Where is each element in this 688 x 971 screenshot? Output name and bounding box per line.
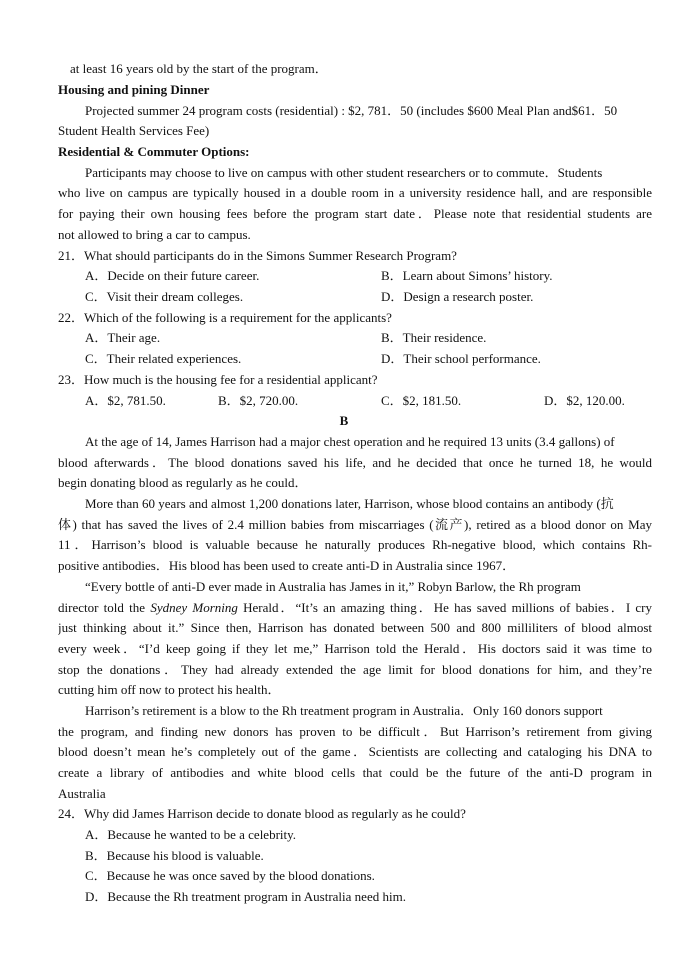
- q22-option-c: C．Their related experiences.: [85, 351, 242, 366]
- q24-option-c: C．Because he was once saved by the blood donations.: [85, 868, 375, 883]
- q22-option-b: B．Their residence.: [381, 330, 487, 345]
- intro-continuation: at least 16 years old by the start of the program．: [70, 61, 328, 76]
- q22-option-a: A．Their age.: [85, 330, 161, 345]
- housing-heading: Housing and pining Dinner: [58, 82, 210, 97]
- passage-text: Herald．“It’s an amazing thing．He has saved millions of babies．I cry: [237, 600, 652, 615]
- residential-line: for paying their own housing fees before the program start date．Please note that residential students are: [58, 206, 652, 221]
- passage-line: Harrison’s retirement is a blow to the Rh treatment program in Australia．Only 160 donors support: [85, 703, 603, 718]
- q24-option-d: D．Because the Rh treatment program in Australia need him.: [85, 889, 406, 904]
- q21-option-d: D．Design a research poster.: [381, 289, 534, 304]
- q21-option-b: B．Learn about Simons’ history.: [381, 268, 553, 283]
- residential-line: not allowed to bring a car to campus.: [58, 227, 251, 242]
- residential-line: who live on campus are typically housed in a double room in a university residence hall, and are responsible: [58, 185, 652, 200]
- q23-option-d: D．$2, 120.00.: [544, 393, 625, 408]
- passage-line: blood afterwards．The blood donations saved his life, and he decided that once he turned 18, he would: [58, 455, 652, 470]
- passage-line: 体) that has saved the lives of 2.4 million babies from miscarriages (流产), retired as a blood donor on May: [58, 517, 652, 532]
- residential-heading: Residential & Commuter Options:: [58, 144, 250, 159]
- q22-option-d: D．Their school performance.: [381, 351, 541, 366]
- q21-option-a: A．Decide on their future career.: [85, 268, 260, 283]
- question-23-stem: 23．How much is the housing fee for a residential applicant?: [58, 372, 378, 387]
- passage-line: the program, and finding new donors has proven to be difficult．But Harrison’s retirement from giving: [58, 724, 652, 739]
- residential-line: Participants may choose to live on campus with other student researchers or to commute．Students: [85, 165, 603, 180]
- question-21-stem: 21．What should participants do in the Simons Summer Research Program?: [58, 248, 457, 263]
- section-b-heading: B: [339, 413, 349, 428]
- question-22-stem: 22．Which of the following is a requirement for the applicants?: [58, 310, 392, 325]
- housing-cost-line: Student Health Services Fee): [58, 123, 210, 138]
- q24-option-a: A．Because he wanted to be a celebrity.: [85, 827, 297, 842]
- passage-line: Australia: [58, 786, 106, 801]
- q23-option-a: A．$2, 781.50.: [85, 393, 166, 408]
- passage-line: stop the donations．They had already extended the age limit for blood donations for him, and they’re: [58, 662, 652, 677]
- passage-line: blood doesn’t mean he’s completely out of the game．Scientists are collecting and cataloging his DNA to: [58, 744, 652, 759]
- housing-cost-line: Projected summer 24 program costs (residential) : $2, 781．50 (includes $600 Meal Plan and$61．50: [85, 103, 618, 118]
- passage-line: begin donating blood as regularly as he could．: [58, 475, 308, 490]
- passage-line: At the age of 14, James Harrison had a major chest operation and he required 13 units (3.4 gallons) of: [85, 434, 615, 449]
- passage-line: create a library of antibodies and white blood cells that could be the future of the anti-D program in: [58, 765, 652, 780]
- passage-line: positive antibodies．His blood has been used to create anti-D in Australia since 1967．: [58, 558, 516, 573]
- passage-line: [58, 598, 652, 619]
- passage-line: 11．Harrison’s blood is valuable because he naturally produces Rh-negative blood, which contains Rh-: [58, 537, 652, 552]
- q21-option-c: C．Visit their dream colleges.: [85, 289, 244, 304]
- q24-option-b: B．Because his blood is valuable.: [85, 848, 264, 863]
- passage-line: every week．“I’d keep going if they let me,” Harrison told the Herald．His doctors said it was time to: [58, 641, 652, 656]
- passage-line: “Every bottle of anti-D ever made in Australia has James in it,” Robyn Barlow, the Rh program: [85, 579, 581, 594]
- passage-line: cutting him off now to protect his health．: [58, 682, 281, 697]
- q23-option-c: C．$2, 181.50.: [381, 393, 462, 408]
- newspaper-title: Sydney Morning: [150, 600, 238, 615]
- passage-text: director told the: [58, 600, 151, 615]
- passage-line: just thinking about it.” Since then, Harrison has donated between 500 and 800 milliliters of blood almost: [58, 620, 652, 635]
- q23-option-b: B．$2, 720.00.: [218, 393, 299, 408]
- question-24-stem: 24．Why did James Harrison decide to donate blood as regularly as he could?: [58, 806, 466, 821]
- passage-line: More than 60 years and almost 1,200 donations later, Harrison, whose blood contains an antibody (抗: [85, 496, 614, 511]
